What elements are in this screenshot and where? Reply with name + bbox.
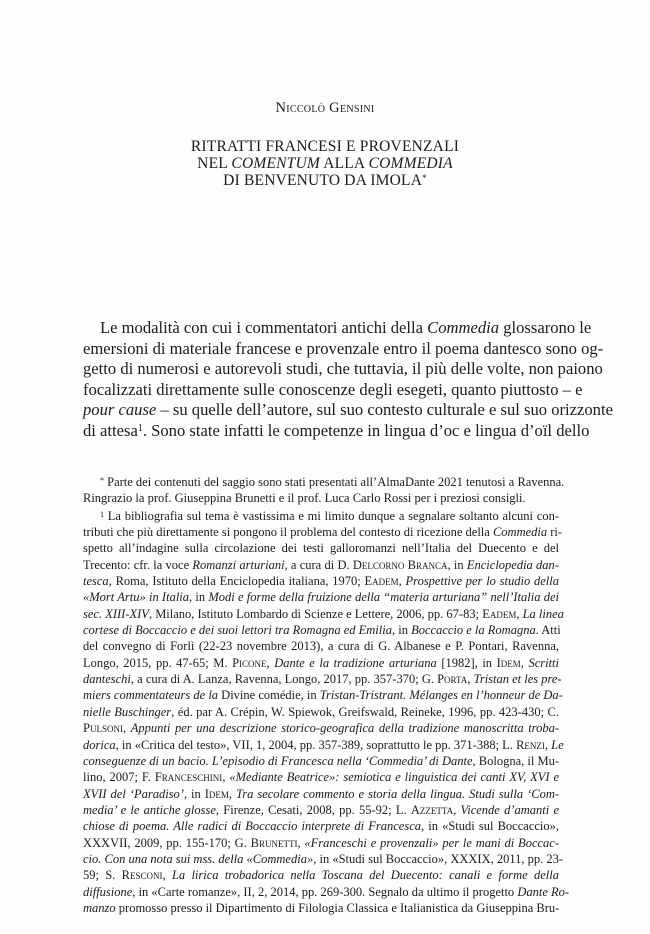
footnote-1-line: cortese di Boccaccio e dei suoi lettori tra Romagna ed Emilia, in Boccaccio e la Romagna. Atti xyxy=(83,623,561,638)
footnote-1-mark: 1 xyxy=(100,509,104,519)
footnote-1-line: danteschi, a cura di A. Lanza, Ravenna, Longo, 2017, pp. 357-370; G. Porta, Tristan et les pre- xyxy=(83,672,562,687)
footnote-1-line: tributi che più direttamente si pongono il problema del contesto di ricezione della Commedia ri- xyxy=(83,525,563,540)
title-line-1: RITRATTI FRANCESI E PROVENZALI xyxy=(190,138,460,155)
footnote-1-line: XXXVII, 2009, pp. 155-170; G. Brunetti, «Franceschi e provenzali» per le mani di Boccac- xyxy=(83,835,560,850)
footnote-1-line: 59; S. Resconi, La lirica trobadorica nella Toscana del Duecento: canali e forme della xyxy=(83,868,559,883)
title-line-2: NEL COMENTUM ALLA COMMEDIA xyxy=(197,155,453,172)
footnote-star-line: Ringrazio la prof. Giuseppina Brunetti e il prof. Luca Carlo Rossi per i preziosi consigli. xyxy=(83,491,526,506)
footnote-1-line: chiose di poema. Alle radici di Boccaccio interprete di Francesca, in «Studi sul Boccaccio», xyxy=(83,819,559,834)
footnote-1-line: media’ e le antiche glosse, Firenze, Cesati, 2008, pp. 55-92; L. Azzetta, Vicende d’amanti e xyxy=(83,802,560,817)
footnote-1-line: diffusione, in «Carte romanze», II, 2, 2014, pp. 269-300. Segnalo da ultimo il progetto Dante Ro- xyxy=(83,884,570,899)
footnotes xyxy=(83,474,570,916)
footnote-1-line: cio. Con una nota sui mss. della «Commedia», in «Studi sul Boccaccio», XXXIX, 2011, pp. 23- xyxy=(83,851,564,866)
body-line: di attesa$^1$. Sono state infatti le competenze in lingua d’oc e lingua d’oïl dello xyxy=(83,420,590,440)
footnote-1-line: nielle Buschinger, éd. par A. Crépin, W. Spiewok, Greifswald, Reineke, 1996, pp. 423-430; C. xyxy=(83,704,560,719)
footnote-1-line: $^1$ La bibliografia sul tema è vastissima e mi limito dunque a segnalare soltanto alcuni con- xyxy=(100,508,559,523)
footnote-star-line: * Parte dei contenuti del saggio sono stati presentati all’AlmaDante 2021 tenutosi a Ravenna. xyxy=(100,475,565,489)
footnote-1-line: Pulsoni, Appunti per una descrizione storico-geografica della tradizione manoscritta troba- xyxy=(83,721,559,736)
footnote-1-line: «Mort Artu» in Italia, in Modi e forme della fruizione della “materia arturiana” nell’Italia dei xyxy=(83,590,559,605)
title-comentum: COMENTUM xyxy=(231,155,320,172)
footnote-ref-1: 1 xyxy=(137,422,143,434)
footnote-star-mark: * xyxy=(100,476,104,485)
footnote-1-line: spetto all’indagine sulla circolazione dei testi galloromanzi nell’Italia del Duecento e del xyxy=(83,541,559,556)
footnote-1-line: sec. XIII-XIV, Milano, Istituto Lombardo di Scienze e Lettere, 2006, pp. 67-83; Eadem, La linea xyxy=(83,606,564,621)
footnote-1-line: XVII del ‘Paradiso’, in Idem, Tra secolare commento e storia della lingua. Studi sulla ‘Com- xyxy=(83,786,560,801)
body-line: Le modalità con cui i commentatori antichi della Commedia glossarono le xyxy=(100,318,592,337)
footnote-1-line: miers commentateurs de la Divine comédie, in Tristan-Tristrant. Mélanges en l’honneur de Da- xyxy=(83,688,563,703)
title-line-3: DI BENVENUTO DA IMOLA* xyxy=(223,172,427,189)
title-footnote-mark: * xyxy=(422,173,427,183)
body-line: emersioni di materiale francese e provenzale entro il poema dantesco sono og- xyxy=(83,338,604,358)
footnote-1-line: manzo promosso presso il Dipartimento di Filologia Classica e Italianistica da Giuseppina Bru- xyxy=(83,900,560,915)
footnote-1-line: tesca, Roma, Istituto della Enciclopedia italiana, 1970; Eadem, Prospettive per lo studio della xyxy=(83,574,559,589)
body-text xyxy=(83,318,613,442)
footnote-1-line: Longo, 2015, pp. 47-65; M. Picone, Dante e la tradizione arturiana [1982], in Idem, Scritti xyxy=(83,655,559,670)
footnote-1-line: Trecento: cfr. la voce Romanzi arturiani, a cura di D. Delcorno Branca, in Enciclopedia dan- xyxy=(83,557,559,572)
body-line: focalizzati direttamente sulle conoscenze degli esegeti, quanto piuttosto – e xyxy=(83,379,583,399)
footnote-1-line: del convegno di Forlì (22-23 novembre 2013), a cura di G. Albanese e P. Pontari, Ravenna, xyxy=(83,639,559,654)
footnote-1-line: dorica, in «Critica del testo», VII, 1, 2004, pp. 357-389, soprattutto le pp. 371-388; L. Renzi, Le xyxy=(83,737,564,752)
footnote-1-line: lino, 2007; F. Franceschini, «Mediante Beatrice»: semiotica e linguistica dei canti XV, XVI e xyxy=(83,770,559,785)
article-title xyxy=(0,138,650,189)
author-name: Niccolò Gensini xyxy=(275,100,375,116)
body-line: pour cause – su quelle dell’autore, sul suo contesto culturale e sul suo orizzonte xyxy=(83,400,613,420)
footnote-1-line: conseguenze di un bacio. L’episodio di Francesca nella ‘Commedia’ di Dante, Bologna, il Mu- xyxy=(83,753,559,768)
title-commedia: COMMEDIA xyxy=(368,155,453,172)
body-line: getto di numerosi e autorevoli studi, che tuttavia, il più delle volte, non paiono xyxy=(83,359,603,379)
